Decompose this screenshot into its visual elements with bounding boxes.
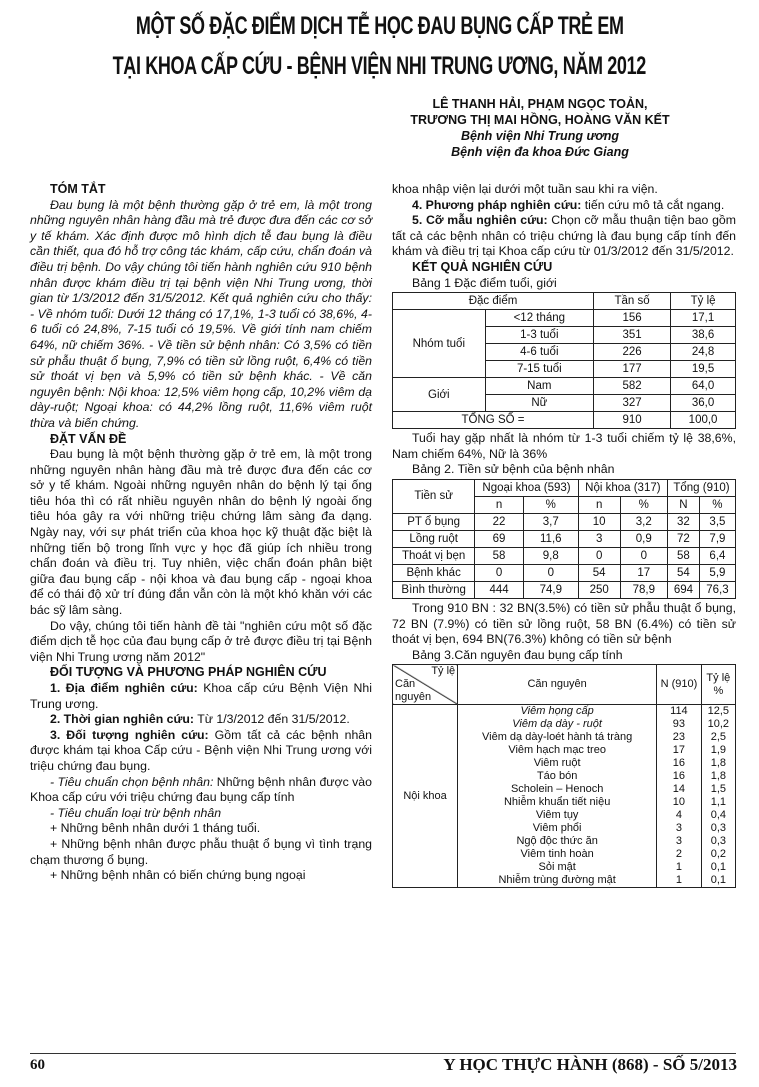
author-names: TRƯƠNG THỊ MAI HỒNG, HOÀNG VĂN KẾT <box>410 113 670 127</box>
table-row <box>393 564 736 581</box>
table-cell: 4-6 tuổi <box>485 344 593 361</box>
section-heading: TÓM TẮT <box>50 182 106 196</box>
table-cell: Viêm phổi <box>458 822 657 835</box>
text: Gồm tất cả các bệnh nhân được khám tại khoa Cấp cứu - Bệnh viện Nhi Trung ương với triệu chứng đau bụng. <box>30 727 372 773</box>
table2-caption: Bảng 2. Tiền sử bệnh của bệnh nhân <box>412 462 615 477</box>
table-cell: 93 <box>657 718 702 731</box>
table-cell: 177 <box>594 361 671 378</box>
table-etiology <box>392 664 736 888</box>
table-row <box>393 378 736 395</box>
table-row <box>393 310 736 327</box>
method-item <box>392 213 736 260</box>
table-cell: 10 <box>657 796 702 809</box>
table-cell: 1-3 tuổi <box>485 327 593 344</box>
table-cell: Tỷ lệ Căn nguyên <box>393 665 458 705</box>
table-cell: 0,1 <box>701 861 735 874</box>
table-cell: 36,0 <box>671 395 736 412</box>
label: 5. Cỡ mẫu nghiên cứu: <box>412 213 548 228</box>
table-cell: % <box>523 496 578 513</box>
table-cell: 69 <box>475 530 524 547</box>
label: 2. Thời gian nghiên cứu: <box>50 712 195 727</box>
table-cell: 10 <box>578 513 620 530</box>
table-cell: 114 <box>657 705 702 719</box>
table-cell: 19,5 <box>671 361 736 378</box>
exclusion-item: + Những bệnh nhân được phẫu thuật ổ bụng vì tình trạng chạm thương ổ bụng. <box>30 836 372 867</box>
table-cell: Táo bón <box>458 770 657 783</box>
table-cell: 76,3 <box>699 581 735 598</box>
method-item <box>30 712 372 728</box>
table-cell: 16 <box>657 770 702 783</box>
right-column <box>392 182 736 890</box>
table-cell: Viêm họng cấp <box>458 705 657 719</box>
section-heading: ĐỐI TƯỢNG VÀ PHƯƠNG PHÁP NGHIÊN CỨU <box>50 665 327 680</box>
table-cell: 38,6 <box>671 327 736 344</box>
article-title-line-2: TẠI KHOA CẤP CỨU - BỆNH VIỆN NHI TRUNG ƯƠNG, NĂM 2012 <box>112 52 647 80</box>
affiliation: Bệnh viện Nhi Trung ương <box>460 129 620 143</box>
table-cell: Lồng ruột <box>393 530 475 547</box>
abstract-text: Đau bụng là một bệnh thường gặp ở trẻ em, là một trong những nguyên nhân hàng đầu mà trẻ được đưa đến các cơ sở y tế khám. Xác định được mô hình dịch tễ đau bụng là điều cần thiết, qua đó hỗ trợ công tác khám, cấp cứu, chẩn đoán và điều trị bệnh. Do vậy chúng tôi tiến hành nghiên cứu 910 bệnh nhân được khám điều trị tại bệnh viện Nhi Trung ương, thời gian từ 1/3/2012 đến 31/5/2012. Kết quả nghiên cứu cho thấy: - Về nhóm tuổi: Dưới 12 tháng có 17,1%, 1-3 tuổi có 38,6%, 4-6 tuổi có 24,8%, 7-15 tuổi có 19,5%. Về giới tính nam chiếm 64%, nữ chiếm 36%. - Về tiền sử bệnh nhân: Có 3,5% có tiền sử phẫu thuật ổ bụng, 7,9% có tiền sử lồng ruột, 6,4% có tiền sử thoát vị bẹn và 5,9% có tiền sử bệnh khác. - Về căn nguyên bệnh: Nội khoa: 12,5% viêm họng cấp, 10,2% viêm dạ dày-ruột; Ngoại khoa: có 44,2% lồng ruột, 11,6% viêm ruột thừa và biến chứng. <box>30 197 372 430</box>
table-cell: 0,3 <box>701 835 735 848</box>
table-cell: Viêm hạch mạc treo <box>458 744 657 757</box>
table-cell: Nhiễm trùng đường mật <box>458 874 657 888</box>
table-cell: 4 <box>657 809 702 822</box>
label: 4. Phương pháp nghiên cứu: <box>412 197 582 212</box>
table-cell: Ngoại khoa (593) <box>475 479 578 496</box>
intro-paragraph: Do vậy, chúng tôi tiến hành đề tài "nghiên cứu một số đặc điểm dịch tễ học của đau bụng cấp ở trẻ được điều trị tại Bệnh viện Nhi Trung ương năm 2012" <box>30 618 372 664</box>
table-cell: 17 <box>657 744 702 757</box>
table-cell: Viêm tinh hoàn <box>458 848 657 861</box>
table-row <box>393 581 736 598</box>
table-cell: Thoát vị bẹn <box>393 547 475 564</box>
table-cell: 0 <box>523 564 578 581</box>
table-cell: % <box>620 496 667 513</box>
table-cell: Tổng (910) <box>667 479 735 496</box>
table-cell: Viêm dạ dày-loét hành tá tràng <box>458 731 657 744</box>
table-cell: 250 <box>578 581 620 598</box>
table-cell: N (910) <box>657 665 702 705</box>
table-cell: 72 <box>667 530 699 547</box>
label: - Tiêu chuẩn chọn bệnh nhân: <box>50 774 214 789</box>
section-heading: ĐẶT VẤN ĐỀ <box>50 431 127 446</box>
table-cell: 3 <box>657 835 702 848</box>
table-cell: 0 <box>475 564 524 581</box>
table-cell: 22 <box>475 513 524 530</box>
table2-note: Trong 910 BN : 32 BN(3.5%) có tiền sử phẫu thuật ổ bụng, 72 BN (7.9%) có tiền sử lồng ruột, 58 BN (6.4%) có tiền sử thoát vị bẹn, 694 BN(76.3%) không có tiền sử bệnh <box>392 600 736 647</box>
table-cell: 74,9 <box>523 581 578 598</box>
table-cell: Nam <box>485 378 593 395</box>
table1-note: Tuổi hay gặp nhất là nhóm từ 1-3 tuổi chiếm tỷ lệ 38,6%, Nam chiếm 64%, Nữ là 36% <box>392 431 736 461</box>
table-cell: 444 <box>475 581 524 598</box>
left-column <box>30 182 372 884</box>
table-cell: 14 <box>657 783 702 796</box>
table-cell: 1 <box>657 861 702 874</box>
table-cell: 0 <box>578 547 620 564</box>
table-cell: PT ổ bụng <box>393 513 475 530</box>
table-cell: Căn nguyên <box>458 665 657 705</box>
table-cell: 0,4 <box>701 809 735 822</box>
table-cell: 11,6 <box>523 530 578 547</box>
table-cell: Bệnh khác <box>393 564 475 581</box>
table-cell: 0 <box>620 547 667 564</box>
table-cell: 351 <box>594 327 671 344</box>
table-row <box>393 530 736 547</box>
table-row <box>393 547 736 564</box>
header-cell: Đặc điểm <box>393 293 594 310</box>
table-cell: 23 <box>657 731 702 744</box>
inclusion-criteria <box>30 775 372 806</box>
continued-text: khoa nhập viện lại dưới một tuần sau khi ra viện. <box>392 182 658 196</box>
table-cell: Tỷ lệ % <box>701 665 735 705</box>
table-cell: 6,4 <box>699 547 735 564</box>
exclusion-item: + Những bệnh nhân có biến chứng bụng ngoại <box>50 868 306 883</box>
table-cell: 0,1 <box>701 874 735 888</box>
table-cell: 582 <box>594 378 671 395</box>
header-cell: Tần số <box>594 293 671 310</box>
exclusion-heading: - Tiêu chuẩn loại trừ bệnh nhân <box>50 805 222 820</box>
table-cell: n <box>475 496 524 513</box>
table-cell: Nhiễm khuẩn tiết niệu <box>458 796 657 809</box>
author-names: LÊ THANH HẢI, PHẠM NGỌC TOẢN, <box>432 97 648 111</box>
table-cell: 694 <box>667 581 699 598</box>
table-cell: 2 <box>657 848 702 861</box>
table-cell: 9,8 <box>523 547 578 564</box>
section-heading: KẾT QUẢ NGHIÊN CỨU <box>412 259 553 274</box>
label: 1. Địa điểm nghiên cứu: <box>50 681 198 695</box>
table-cell: Scholein – Henoch <box>458 783 657 796</box>
table-cell: 58 <box>475 547 524 564</box>
group-cell: Nội khoa <box>393 705 458 888</box>
table-cell: 1,9 <box>701 744 735 757</box>
method-item <box>30 728 372 775</box>
table-cell: 17,1 <box>671 310 736 327</box>
affiliation: Bệnh viện đa khoa Đức Giang <box>451 145 629 159</box>
table-cell: % <box>699 496 735 513</box>
method-item <box>392 198 736 214</box>
table-cell: 1 <box>657 874 702 888</box>
table-cell: TỔNG SỐ = <box>393 412 594 429</box>
table-cell: N <box>667 496 699 513</box>
table1-caption: Bảng 1 Đặc điểm tuổi, giới <box>412 275 557 290</box>
table-cell: 910 <box>594 412 671 429</box>
table-cell: 0,9 <box>620 530 667 547</box>
text: Từ 1/3/2012 đến 31/5/2012. <box>194 712 350 727</box>
table-cell: 1,8 <box>701 770 735 783</box>
table-cell: 3,7 <box>523 513 578 530</box>
table-cell: 58 <box>667 547 699 564</box>
table-cell: 156 <box>594 310 671 327</box>
authors-block <box>330 96 750 160</box>
table-cell: Sỏi mật <box>458 861 657 874</box>
table-cell: 3,5 <box>699 513 735 530</box>
footer-rule <box>30 1053 736 1054</box>
table-cell: 64,0 <box>671 378 736 395</box>
table-history <box>392 479 736 599</box>
label: 3. Đối tượng nghiên cứu: <box>50 727 209 742</box>
table-row <box>393 513 736 530</box>
table-cell: Viêm ruột <box>458 757 657 770</box>
exclusion-item: + Những bênh nhân dưới 1 tháng tuổi. <box>50 821 261 836</box>
table-cell: 2,5 <box>701 731 735 744</box>
journal-name: Y HỌC THỰC HÀNH (868) - SỐ 5/2013 <box>443 1055 737 1074</box>
table-cell: 1,5 <box>701 783 735 796</box>
table-cell: 78,9 <box>620 581 667 598</box>
table-cell: Viêm tụy <box>458 809 657 822</box>
group-cell: Giới <box>393 378 486 412</box>
table-cell: 54 <box>578 564 620 581</box>
table-cell: 3 <box>578 530 620 547</box>
table-cell: 0,3 <box>701 822 735 835</box>
text: tiến cứu mô tả cắt ngang. <box>581 197 725 212</box>
table-cell: 17 <box>620 564 667 581</box>
table-cell: 5,9 <box>699 564 735 581</box>
table-cell: <12 tháng <box>485 310 593 327</box>
table-cell: 7-15 tuổi <box>485 361 593 378</box>
text: Những bệnh nhân được vào Khoa cấp cứu với triệu chứng đau bụng cấp tính <box>30 774 372 805</box>
table-row <box>393 705 736 719</box>
table-cell: 24,8 <box>671 344 736 361</box>
table-cell: 327 <box>594 395 671 412</box>
article-title-line-1: MỘT SỐ ĐẶC ĐIỂM DỊCH TỄ HỌC ĐAU BỤNG CẤP TRẺ EM <box>135 12 624 40</box>
table-cell: 16 <box>657 757 702 770</box>
table-cell: 100,0 <box>671 412 736 429</box>
table-cell: 7,9 <box>699 530 735 547</box>
group-cell: Nhóm tuổi <box>393 310 486 378</box>
table-age-sex <box>392 292 736 429</box>
page-number: 60 <box>30 1057 45 1073</box>
table-cell: 3,2 <box>620 513 667 530</box>
table-cell: 10,2 <box>701 718 735 731</box>
table-cell: Viêm dạ dày - ruột <box>458 718 657 731</box>
table-total-row <box>393 412 736 429</box>
header-cell: Tỷ lệ <box>671 293 736 310</box>
table-cell: 226 <box>594 344 671 361</box>
table-cell: 32 <box>667 513 699 530</box>
table-cell: Nữ <box>485 395 593 412</box>
method-item <box>30 681 372 712</box>
table-cell: 0,2 <box>701 848 735 861</box>
intro-paragraph: Đau bụng là một bệnh thường gặp ở trẻ em, là một trong những nguyên nhân hàng đầu mà trẻ được đưa đến các cơ sở y tế khám. Ngoài những nguyên nhân do bệnh lý tại ống tiêu hóa thì có rất nhiều nguyên nhân do bệnh lý ngoài ống tiêu hóa gây ra với những triệu chứng lâm sàng đa dạng. Ngày nay, với sự phát triển của khoa học kỹ thuật đặc biệt là những tiến bộ trong lĩnh vực y học đã giúp ích nhiều trong chẩn đoán và điều trị. Tuy nhiên, việc chẩn đoán phân biệt giữa đau bụng cấp - nội khoa và đau bụng cấp - ngoại khoa để có thái độ xử trí đúng đắn vẫn còn là một khó khăn với các bác sỹ lâm sàng. <box>30 447 372 618</box>
table-cell: Bình thường <box>393 581 475 598</box>
table-cell: Nội khoa (317) <box>578 479 667 496</box>
table-cell: 12,5 <box>701 705 735 719</box>
table-cell: 1,1 <box>701 796 735 809</box>
table-cell: Tiền sử <box>393 479 475 513</box>
table-cell: 54 <box>667 564 699 581</box>
table-cell: Ngộ độc thức ăn <box>458 835 657 848</box>
table-cell: n <box>578 496 620 513</box>
table-cell: 3 <box>657 822 702 835</box>
table3-caption: Bảng 3.Căn nguyên đau bụng cấp tính <box>412 647 623 662</box>
text: Khoa cấp cứu Bệnh Viện Nhi Trung ương. <box>30 681 372 711</box>
table-cell: 1,8 <box>701 757 735 770</box>
text: Chọn cỡ mẫu thuận tiện bao gồm tất cả các bệnh nhân có triệu chứng là đau bụng cấp tính đến khám và điều trị tại Khoa cấp cứu từ 01/3/2012 đến 31/5/2012. <box>392 213 737 259</box>
